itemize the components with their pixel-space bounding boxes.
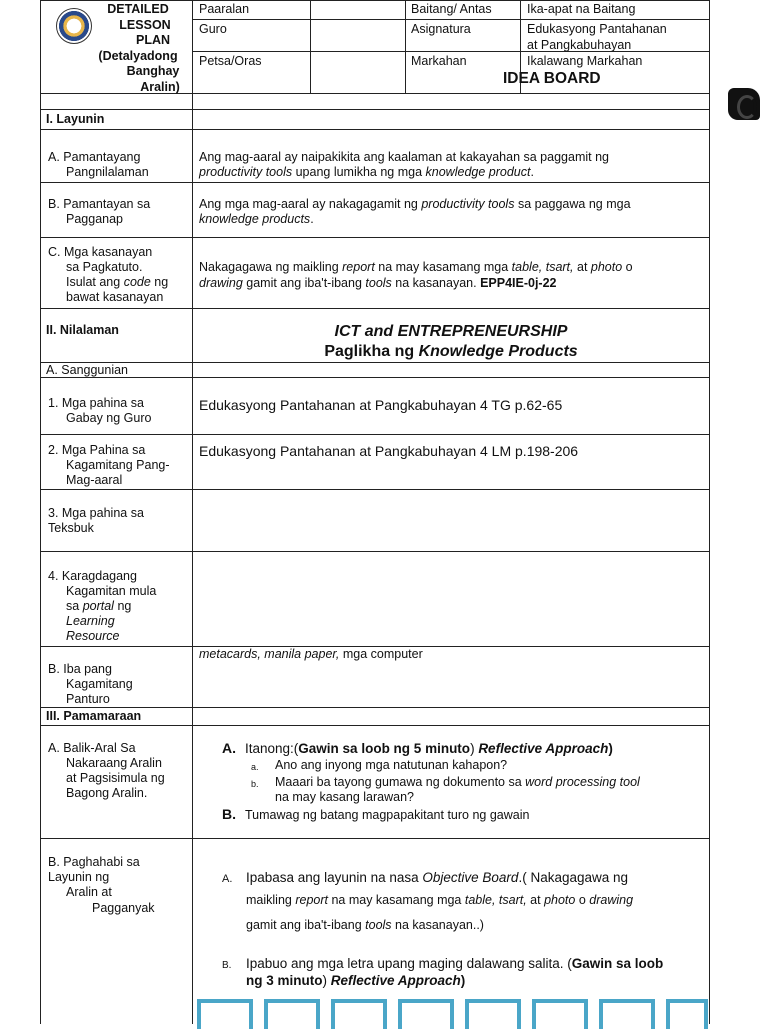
nilalaman-title-2: Paglikha ng Knowledge Products <box>324 343 578 360</box>
sanggunian-label: A. Sanggunian <box>46 363 129 377</box>
row-line <box>40 725 709 726</box>
step-marker: A. <box>222 873 233 885</box>
title-line: DETAILED <box>107 2 169 16</box>
letter-box <box>331 999 387 1029</box>
letter-box <box>398 999 454 1029</box>
row-line <box>40 489 709 490</box>
row-line <box>40 707 709 708</box>
karagdagang-label-2: Kagamitan mula <box>66 584 157 598</box>
lm-label-3: Mag-aaral <box>66 473 123 487</box>
balik-aral-label-3: at Pagsisimula ng <box>66 771 165 785</box>
header-divider <box>310 0 311 93</box>
pagganap-text-2: knowledge products. <box>199 212 314 226</box>
letter-box <box>666 999 708 1029</box>
kasanayan-text-1: Nakagagawa ng maikling report na may kasamang mga table, tsart, at photo o <box>199 260 633 274</box>
ipabasa-line-1: Ipabasa ang layunin na nasa Objective Board.( Nakagagawa ng <box>246 870 629 885</box>
asignatura-label: Asignatura <box>411 22 471 36</box>
lm-text: Edukasyong Pantahanan at Pangkabuhayan 4 LM p.198-206 <box>199 443 579 459</box>
iba-pang-label-3: Panturo <box>66 692 110 706</box>
baitang-value: Ika-apat na Baitang <box>527 2 636 16</box>
karagdagang-label-5: Resource <box>66 629 120 643</box>
petsa-label: Petsa/Oras <box>199 54 262 68</box>
iba-pang-text: metacards, manila paper, mga computer <box>199 647 423 661</box>
paghahabi-label-1: B. Paghahabi sa <box>48 855 140 869</box>
karagdagang-label-1: 4. Karagdagang <box>48 569 137 583</box>
iba-pang-label-2: Kagamitang <box>66 677 133 691</box>
lm-label-1: 2. Mga Pahina sa <box>48 443 146 457</box>
pamantayang-label-2: Pangnilalaman <box>66 165 149 179</box>
sub-marker: a. <box>251 762 259 772</box>
letter-box <box>599 999 655 1029</box>
guro-label: Guro <box>199 22 227 36</box>
baitang-label: Baitang/ Antas <box>411 2 492 16</box>
gabay-text: Edukasyong Pantahanan at Pangkabuhayan 4 TG p.62-65 <box>199 397 563 413</box>
section-pamamaraan: III. Pamamaraan <box>46 709 142 723</box>
ipabasa-line-3: gamit ang iba't-ibang tools na kasanayan..) <box>246 918 484 932</box>
kasanayan-text-2: drawing gamit ang iba't-ibang tools na kasanayan. EPP4IE-0j-22 <box>199 276 557 290</box>
teksbuk-label-1: 3. Mga pahina sa <box>48 506 144 520</box>
title-line: (Detalyadong <box>98 48 178 63</box>
title-line: LESSON <box>119 17 171 32</box>
pamantayang-text-1: Ang mag-aaral ay naipakikita ang kaalaman at kakayahan sa paggamit ng <box>199 150 609 164</box>
header-row-line <box>192 51 709 52</box>
gabay-label-1: 1. Mga pahina sa <box>48 396 144 410</box>
pagganap-text-1: Ang mga mag-aaral ay nakagagamit ng productivity tools sa paggawa ng mga <box>199 197 631 211</box>
school-seal-logo <box>56 8 92 44</box>
sub-marker: b. <box>251 779 259 789</box>
section-layunin: I. Layunin <box>46 112 105 126</box>
question-b-2: na may kasang larawan? <box>275 790 414 804</box>
karagdagang-label-3: sa portal ng <box>66 599 132 613</box>
question-a: Ano ang inyong mga natutunan kahapon? <box>275 758 508 772</box>
idea-board-heading: IDEA BOARD <box>503 70 601 87</box>
tumawag-text: Tumawag ng batang magpapakitant turo ng gawain <box>245 808 530 822</box>
teksbuk-label-2: Teksbuk <box>48 521 94 535</box>
balik-aral-label-2: Nakaraang Aralin <box>66 756 162 770</box>
pagganap-label-1: B. Pamantayan sa <box>48 197 151 211</box>
competency-code: EPP4IE-0j-22 <box>480 276 557 290</box>
paghahabi-label-4: Pagganyak <box>92 901 155 915</box>
letter-box <box>197 999 253 1029</box>
lesson-plan-title <box>88 2 188 95</box>
question-b-1: Maaari ba tayong gumawa ng dokumento sa word processing tool <box>275 775 640 789</box>
balik-aral-label-1: A. Balik-Aral Sa <box>48 741 136 755</box>
row-line <box>40 434 709 435</box>
section-nilalaman: II. Nilalaman <box>46 323 119 337</box>
letter-box <box>532 999 588 1029</box>
ipabasa-line-2: maikling report na may kasamang mga table, tsart, at photo o drawing <box>246 893 634 907</box>
title-line: Banghay <box>126 64 180 78</box>
row-line <box>40 551 709 552</box>
step-marker: B. <box>222 960 232 971</box>
table-border-right <box>709 0 710 1024</box>
iba-pang-label-1: B. Iba pang <box>48 662 112 676</box>
header-row-line <box>192 19 709 20</box>
paghahabi-label-2: Layunin ng <box>48 870 110 884</box>
kasanayan-label-4: bawat kasanayan <box>66 290 164 304</box>
kasanayan-label-1: C. Mga kasanayan <box>48 245 153 259</box>
table-border-left <box>40 0 41 1024</box>
row-line <box>40 377 709 378</box>
paghahabi-label-3: Aralin at <box>66 885 112 899</box>
kasanayan-label-2: sa Pagkatuto. <box>66 260 143 274</box>
corner-mark <box>728 88 760 120</box>
nilalaman-title-1: ICT and ENTREPRENEURSHIP <box>334 323 568 340</box>
title-line: PLAN <box>135 33 171 47</box>
asignatura-value-line1: Edukasyong Pantahanan <box>527 22 667 36</box>
row-line <box>40 838 709 839</box>
header-divider <box>405 0 406 93</box>
row-line <box>40 129 709 130</box>
kasanayan-label-3: Isulat ang code ng <box>66 275 169 289</box>
row-line <box>40 362 709 363</box>
column-divider <box>192 0 193 1024</box>
ipabuo-line-2: ng 3 minuto) Reflective Approach) <box>246 973 466 988</box>
row-line <box>40 308 709 309</box>
markahan-label: Markahan <box>411 54 467 68</box>
markahan-value: Ikalawang Markahan <box>527 54 643 68</box>
karagdagang-label-4: Learning <box>66 614 115 628</box>
table-border-top <box>40 0 709 1</box>
pamantayang-text-2: productivity tools upang lumikha ng mga knowledge product. <box>199 165 534 179</box>
letter-box <box>264 999 320 1029</box>
row-line <box>40 109 709 110</box>
lm-label-2: Kagamitang Pang- <box>66 458 170 472</box>
paaralan-label: Paaralan <box>199 2 250 16</box>
gabay-label-2: Gabay ng Guro <box>66 411 152 425</box>
ipabuo-line-1: Ipabuo ang mga letra upang maging dalawang salita. (Gawin sa loob <box>246 956 664 971</box>
balik-aral-label-4: Bagong Aralin. <box>66 786 148 800</box>
title-line: Aralin) <box>140 79 180 94</box>
row-line <box>40 237 709 238</box>
pamantayang-label-1: A. Pamantayang <box>48 150 141 164</box>
itanong-heading: Itanong:(Gawin sa loob ng 5 minuto) Reflective Approach) <box>245 741 613 756</box>
pagganap-label-2: Pagganap <box>66 212 124 226</box>
letter-box <box>465 999 521 1029</box>
step-marker: B. <box>222 806 236 822</box>
row-line <box>40 182 709 183</box>
step-marker: A. <box>222 740 236 756</box>
asignatura-value-line2: at Pangkabuhayan <box>527 38 632 52</box>
